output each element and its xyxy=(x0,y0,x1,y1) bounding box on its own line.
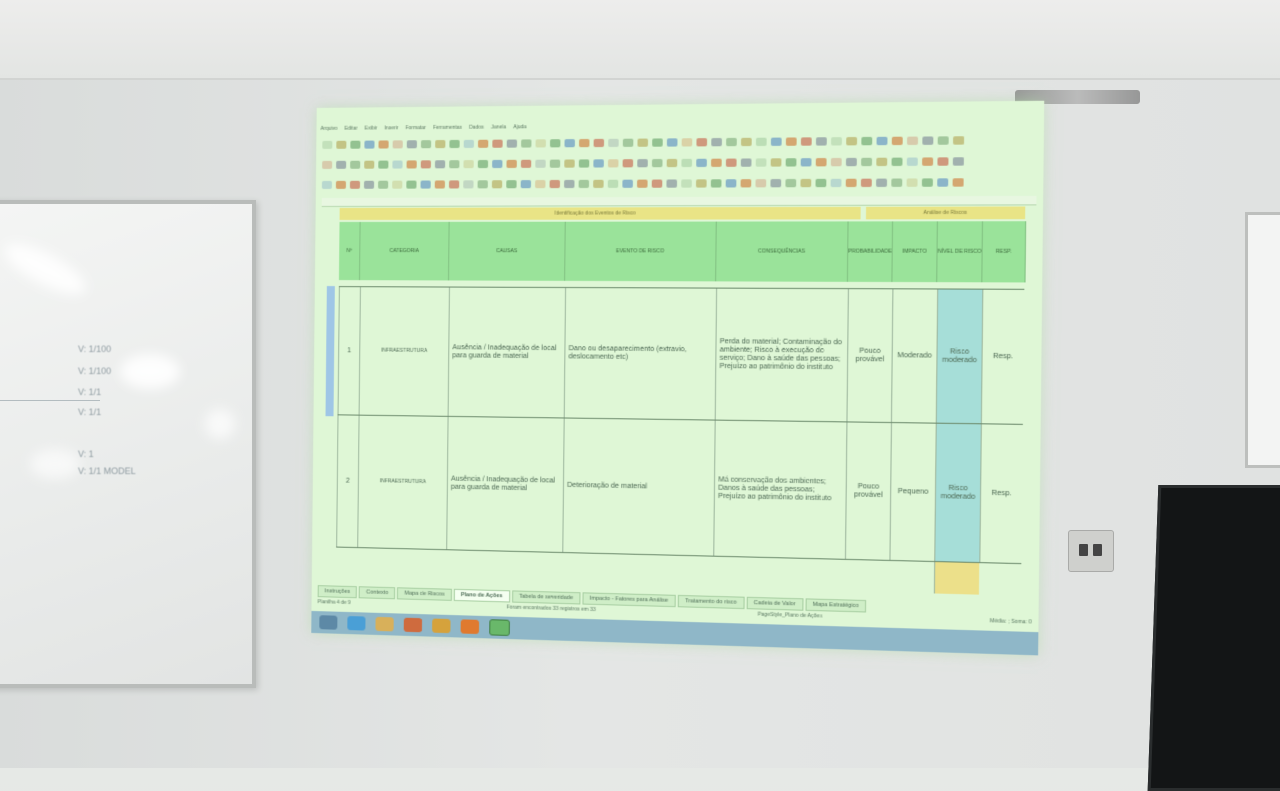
toolbar-icon[interactable] xyxy=(937,178,948,186)
toolbar-icon[interactable] xyxy=(608,180,619,188)
toolbar-icon[interactable] xyxy=(667,138,678,146)
whiteboard-text: V: 1 xyxy=(78,449,94,459)
toolbar-icon[interactable] xyxy=(741,158,752,166)
toolbar-icon[interactable] xyxy=(907,157,918,165)
whiteboard-line xyxy=(0,400,100,401)
chrome-icon[interactable] xyxy=(432,619,450,634)
toolbar-icon[interactable] xyxy=(506,160,516,168)
sheet-tab[interactable]: Contexto xyxy=(359,586,395,599)
toolbar-icon[interactable] xyxy=(861,158,872,166)
toolbar-icon[interactable] xyxy=(892,158,903,166)
toolbar-icon[interactable] xyxy=(392,181,402,189)
spreadsheet-app-icon[interactable] xyxy=(489,619,510,636)
toolbar-icon[interactable] xyxy=(801,137,812,145)
toolbar-icon[interactable] xyxy=(953,157,964,165)
header-group-identification: Identificação dos Eventos de Risco xyxy=(340,207,861,220)
toolbar-icon[interactable] xyxy=(550,160,560,168)
toolbar-icon[interactable] xyxy=(922,136,933,144)
toolbar-icon[interactable] xyxy=(667,159,678,167)
toolbar-icon[interactable] xyxy=(608,139,619,147)
menu-item[interactable]: Janela xyxy=(490,124,507,131)
toolbar-icon[interactable] xyxy=(507,139,517,147)
cell-consequences[interactable]: Má conservação dos ambientes; Danos à saúde das pessoas; Prejuízo ao patrimônio do instituto xyxy=(713,421,846,560)
right-whiteboard-edge xyxy=(1245,212,1280,468)
toolbar-icon[interactable] xyxy=(407,140,417,148)
toolbar-icon[interactable] xyxy=(922,178,933,186)
toolbar-icon[interactable] xyxy=(521,180,531,188)
toolbar-icon[interactable] xyxy=(407,160,417,168)
toolbar-icon[interactable] xyxy=(594,139,605,147)
col-header-responsible: RESP. xyxy=(982,221,1026,282)
toolbar-icon[interactable] xyxy=(322,161,332,169)
toolbar-icon[interactable] xyxy=(637,139,648,147)
toolbar-icon[interactable] xyxy=(800,179,811,187)
toolbar-icon[interactable] xyxy=(449,160,459,168)
toolbar-icon[interactable] xyxy=(953,136,964,144)
table-row[interactable] xyxy=(336,414,1023,564)
col-header-risk-level: NÍVEL DE RISCO xyxy=(937,221,983,282)
toolbar-icon[interactable] xyxy=(785,179,796,187)
start-icon[interactable] xyxy=(319,615,337,630)
toolbar-icon[interactable] xyxy=(521,160,531,168)
toolbar-icon[interactable] xyxy=(696,179,707,187)
toolbar-icon[interactable] xyxy=(681,159,692,167)
cell-impact[interactable]: Moderado xyxy=(891,289,937,423)
sheet-tab[interactable]: Tratamento do risco xyxy=(678,595,745,609)
table-row[interactable] xyxy=(338,286,1025,425)
menu-item[interactable]: Exibir xyxy=(364,125,378,132)
toolbar-icon[interactable] xyxy=(637,180,648,188)
toolbar-icon[interactable] xyxy=(536,139,546,147)
toolbar-icon[interactable] xyxy=(564,180,574,188)
cell-category[interactable]: INFRAESTRUTURA xyxy=(359,287,449,417)
projected-screen xyxy=(311,101,1044,656)
toolbar-icon[interactable] xyxy=(435,160,445,168)
cell-responsible[interactable]: Resp. xyxy=(979,424,1023,564)
toolbar-icon[interactable] xyxy=(463,180,473,188)
toolbar-icon[interactable] xyxy=(877,137,888,145)
switch-toggle xyxy=(1079,544,1088,556)
menu-item[interactable]: Ferramentas xyxy=(433,124,462,132)
row-selection-indicator xyxy=(326,286,335,416)
toolbar-icon[interactable] xyxy=(741,138,752,146)
menu-item[interactable]: Inserir xyxy=(384,125,399,132)
toolbar-icon[interactable] xyxy=(350,181,360,189)
toolbar-icon[interactable] xyxy=(521,139,531,147)
cell-number[interactable]: 1 xyxy=(338,287,360,416)
status-records: Foram encontrados 33 registros em 33 xyxy=(506,604,596,614)
toolbar-icon[interactable] xyxy=(953,178,964,186)
cell-risk-event[interactable]: Dano ou desaparecimento (extravio, deslocamento etc) xyxy=(564,288,716,421)
toolbar-icon[interactable] xyxy=(492,180,502,188)
toolbar-icon[interactable] xyxy=(771,138,782,146)
toolbar-icon[interactable] xyxy=(449,180,459,188)
ceiling xyxy=(0,0,1280,80)
toolbar-icon[interactable] xyxy=(364,181,374,189)
toolbar-icon[interactable] xyxy=(861,137,872,145)
light-reflection xyxy=(120,354,180,389)
toolbar-icon[interactable] xyxy=(652,159,663,167)
toolbar-icon[interactable] xyxy=(535,180,545,188)
toolbar-icon[interactable] xyxy=(492,160,502,168)
col-header-consequences: CONSEQUÊNCIAS xyxy=(716,221,848,281)
toolbar-icon[interactable] xyxy=(478,180,488,188)
sheet-tab[interactable]: Mapa Estratégico xyxy=(805,598,866,612)
toolbar-icon[interactable] xyxy=(726,159,737,167)
toolbar-icon[interactable] xyxy=(336,181,346,189)
toolbar-icon[interactable] xyxy=(907,137,918,145)
menu-item[interactable]: Ajuda xyxy=(513,124,527,131)
toolbar-icon[interactable] xyxy=(652,138,663,146)
toolbar-icon[interactable] xyxy=(623,139,634,147)
toolbar-icon[interactable] xyxy=(652,180,663,188)
toolbar-icon[interactable] xyxy=(846,137,857,145)
toolbar-icon[interactable] xyxy=(666,179,677,187)
sheet-tab[interactable]: Mapa de Riscos xyxy=(397,587,451,601)
sheet-tab[interactable]: Tabela de severidade xyxy=(512,590,581,604)
status-page-style: PageStyle_Plano de Ações xyxy=(757,611,823,620)
col-header-impact: IMPACTO xyxy=(892,221,937,282)
toolbar-icon[interactable] xyxy=(726,179,737,187)
toolbar-icon[interactable] xyxy=(861,179,872,187)
folder-icon[interactable] xyxy=(375,617,393,632)
toolbar-icon[interactable] xyxy=(816,179,827,187)
toolbar-icon[interactable] xyxy=(392,160,402,168)
cell-impact[interactable]: Pequeno xyxy=(889,423,935,562)
toolbar-icon[interactable] xyxy=(378,140,388,148)
light-reflection xyxy=(30,449,80,479)
toolbar-icon[interactable] xyxy=(535,160,545,168)
firefox-icon[interactable] xyxy=(461,619,480,634)
toolbar-icon[interactable] xyxy=(464,140,474,148)
whiteboard-text: V: 1/100 xyxy=(78,366,112,376)
toolbar-icon[interactable] xyxy=(492,140,502,148)
toolbar-icon[interactable] xyxy=(756,158,767,166)
formatting-toolbar xyxy=(322,154,1037,172)
toolbar-icon[interactable] xyxy=(891,179,902,187)
toolbar-icon[interactable] xyxy=(364,141,374,149)
toolbar-icon[interactable] xyxy=(478,140,488,148)
menu-item[interactable]: Formatar xyxy=(405,125,426,132)
monitor xyxy=(1148,485,1280,791)
toolbar-icon[interactable] xyxy=(378,161,388,169)
toolbar-icon[interactable] xyxy=(449,140,459,148)
header-group-analysis: Análise de Riscos xyxy=(866,206,1025,219)
toolbar-icon[interactable] xyxy=(550,139,560,147)
toolbar-icon[interactable] xyxy=(846,179,857,187)
cell-probability[interactable]: Pouco provável xyxy=(845,422,891,561)
drawing-toolbar xyxy=(322,175,1037,192)
toolbar-icon[interactable] xyxy=(771,158,782,166)
toolbar-icon[interactable] xyxy=(506,180,516,188)
cell-risk-level[interactable]: Risco moderado xyxy=(936,289,983,424)
whiteboard-text: V: 1/1 MODEL xyxy=(78,466,136,476)
toolbar-icon[interactable] xyxy=(801,158,812,166)
toolbar-icon[interactable] xyxy=(393,140,403,148)
toolbar-icon[interactable] xyxy=(876,179,887,187)
col-header-probability: PROBABILIDADE xyxy=(848,221,893,282)
toolbar-icon[interactable] xyxy=(579,180,589,188)
toolbar-icon[interactable] xyxy=(421,180,431,188)
toolbar-icon[interactable] xyxy=(907,178,918,186)
toolbar-icon[interactable] xyxy=(892,137,903,145)
toolbar-icon[interactable] xyxy=(711,159,722,167)
sheet-tab-active[interactable]: Plano de Ações xyxy=(454,589,510,603)
cell-risk-level[interactable] xyxy=(934,562,979,595)
toolbar-icon[interactable] xyxy=(421,140,431,148)
toolbar-icon[interactable] xyxy=(608,159,619,167)
cell-category[interactable]: INFRAESTRUTURA xyxy=(357,416,447,551)
browser-icon[interactable] xyxy=(347,616,365,631)
cell-causes[interactable]: Ausência / Inadequação de local para guarda de material xyxy=(448,288,565,419)
menu-bar xyxy=(320,118,1037,134)
toolbar-icon[interactable] xyxy=(816,137,827,145)
toolbar-icon[interactable] xyxy=(831,137,842,145)
toolbar-icon[interactable] xyxy=(564,139,574,147)
toolbar-icon[interactable] xyxy=(322,181,332,189)
status-sum: Média: ; Soma: 0 xyxy=(989,618,1032,626)
toolbar-icon[interactable] xyxy=(681,179,692,187)
cell-causes[interactable]: Ausência / Inadequação de local para guarda de material xyxy=(446,417,564,553)
toolbar-icon[interactable] xyxy=(696,138,707,146)
toolbar-icon[interactable] xyxy=(623,159,634,167)
spreadsheet-grid xyxy=(336,206,1025,596)
toolbar-icon[interactable] xyxy=(938,136,949,144)
toolbar-icon[interactable] xyxy=(637,159,648,167)
toolbar-icon[interactable] xyxy=(937,157,948,165)
switch-toggle xyxy=(1093,544,1102,556)
cell-probability[interactable]: Pouco provável xyxy=(846,289,892,423)
toolbar-icon[interactable] xyxy=(696,159,707,167)
toolbar-icon[interactable] xyxy=(876,158,887,166)
col-header-category: CATEGORIA xyxy=(360,222,450,281)
status-sheet-count: Planilha 4 de 9 xyxy=(317,599,351,607)
toolbar-icon[interactable] xyxy=(579,159,589,167)
whiteboard-text: V: 1/1 xyxy=(78,407,102,417)
toolbar-icon[interactable] xyxy=(816,158,827,166)
toolbar-icon[interactable] xyxy=(770,179,781,187)
col-header-risk-event: EVENTO DE RISCO xyxy=(565,222,717,282)
toolbar-icon[interactable] xyxy=(786,137,797,145)
toolbar-icon[interactable] xyxy=(550,180,560,188)
light-switch xyxy=(1068,530,1114,572)
col-header-causes: CAUSAS xyxy=(449,222,566,281)
toolbar-icon[interactable] xyxy=(350,141,360,149)
media-icon[interactable] xyxy=(404,618,422,633)
cell-risk-event[interactable]: Deterioração de material xyxy=(562,418,714,556)
toolbar-icon[interactable] xyxy=(322,141,332,149)
cell-responsible[interactable]: Resp. xyxy=(981,290,1025,425)
menu-item[interactable]: Dados xyxy=(469,124,484,131)
light-reflection xyxy=(0,235,92,304)
toolbar-icon[interactable] xyxy=(593,180,604,188)
menu-item[interactable]: Editar xyxy=(344,125,358,132)
toolbar-icon[interactable] xyxy=(350,161,360,169)
whiteboard-text: V: 1/100 xyxy=(78,344,112,354)
formula-bar[interactable] xyxy=(322,196,1037,207)
toolbar-icon[interactable] xyxy=(336,161,346,169)
cell-number[interactable]: 2 xyxy=(336,415,358,548)
toolbar-icon[interactable] xyxy=(579,139,589,147)
toolbar-icon[interactable] xyxy=(435,140,445,148)
col-header-number: Nº xyxy=(339,222,361,280)
menu-item[interactable]: Arquivo xyxy=(320,125,338,132)
toolbar-icon[interactable] xyxy=(478,160,488,168)
cell-risk-level[interactable]: Risco moderado xyxy=(934,424,981,563)
toolbar-icon[interactable] xyxy=(622,180,633,188)
toolbar-icon[interactable] xyxy=(593,159,604,167)
toolbar-icon[interactable] xyxy=(564,159,574,167)
sheet-tab[interactable]: Instruções xyxy=(318,585,358,598)
sheet-tab[interactable]: Cadeia de Valor xyxy=(746,597,803,611)
toolbar-icon[interactable] xyxy=(755,179,766,187)
toolbar-icon[interactable] xyxy=(831,158,842,166)
standard-toolbar xyxy=(322,133,1037,152)
whiteboard-text: V: 1/1 xyxy=(78,387,102,397)
cell-consequences[interactable]: Perda do material; Contaminação do ambiente; Risco à execução do serviço; Dano à saúde das pessoas; Prejuízo ao patrimônio do instituto xyxy=(715,289,848,423)
toolbar-icon[interactable] xyxy=(682,138,693,146)
toolbar-icon[interactable] xyxy=(711,179,722,187)
toolbar-icon[interactable] xyxy=(406,181,416,189)
toolbar-icon[interactable] xyxy=(922,157,933,165)
toolbar-icon[interactable] xyxy=(378,181,388,189)
toolbar-icon[interactable] xyxy=(463,160,473,168)
whiteboard xyxy=(0,200,256,688)
toolbar-icon[interactable] xyxy=(336,141,346,149)
toolbar-icon[interactable] xyxy=(711,138,722,146)
toolbar-icon[interactable] xyxy=(831,179,842,187)
toolbar-icon[interactable] xyxy=(435,180,445,188)
toolbar-icon[interactable] xyxy=(786,158,797,166)
toolbar-icon[interactable] xyxy=(756,138,767,146)
sheet-tab[interactable]: Impacto - Fatores para Análise xyxy=(582,592,675,607)
toolbar-icon[interactable] xyxy=(726,138,737,146)
toolbar-icon[interactable] xyxy=(421,160,431,168)
toolbar-icon[interactable] xyxy=(846,158,857,166)
light-reflection xyxy=(205,409,235,439)
toolbar-icon[interactable] xyxy=(741,179,752,187)
toolbar-icon[interactable] xyxy=(364,161,374,169)
